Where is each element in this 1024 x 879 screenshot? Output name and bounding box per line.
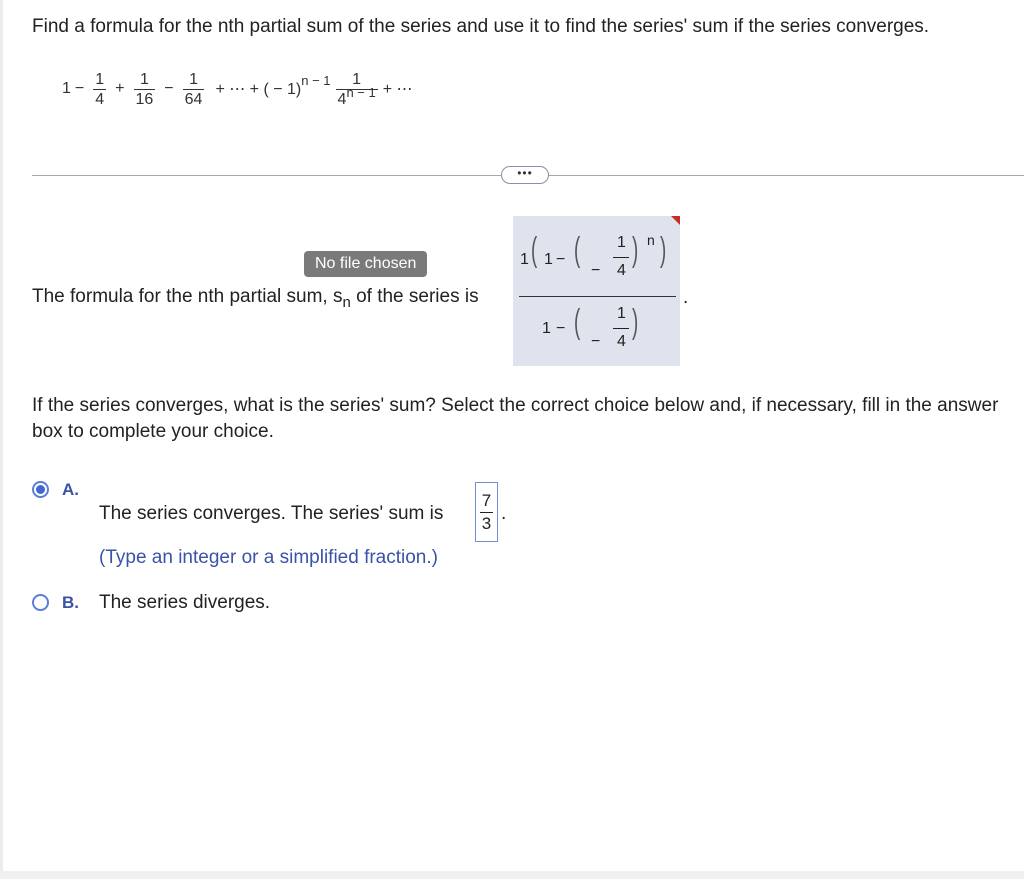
partial-sum-label-post: of the series is (350, 286, 479, 307)
den-inner-minus: − (591, 333, 601, 350)
series-term-3 (183, 70, 205, 109)
bottom-strip (0, 871, 1024, 879)
den-one: 1 (542, 320, 551, 337)
partial-sum-label-pre: The formula for the nth partial sum, s (32, 286, 343, 307)
num-minus: − (556, 251, 566, 268)
series-general-term (336, 70, 378, 109)
general-term-exponent: n − 1 (346, 84, 376, 100)
paren-close-icon: ) (660, 231, 667, 269)
series-term-2 (134, 70, 156, 109)
partial-sum-subscript: n (342, 294, 351, 311)
den-frac-bar (613, 328, 629, 329)
more-options-button[interactable]: ••• (501, 166, 549, 184)
series-op: − (164, 80, 174, 97)
num-frac-num: 1 (617, 234, 626, 251)
num-frac-den: 4 (617, 262, 626, 279)
paren-open-icon: ( (531, 231, 538, 269)
choice-a-text: The series converges. The series' sum is (99, 503, 444, 524)
num-coefficient: 1 (520, 251, 529, 268)
num-inner-minus: − (591, 262, 601, 279)
series-term-1 (93, 70, 106, 109)
problem-prompt: Find a formula for the nth partial sum of the series and use it to find the series' sum if the series converges. (32, 16, 930, 37)
left-border (0, 0, 3, 879)
den-minus: − (556, 320, 566, 337)
question-text: If the series converges, what is the series' sum? Select the correct choice below and, if necessary, fill in the answer box to complete your choice. (32, 395, 999, 442)
answer-hint: (Type an integer or a simplified fraction.) (99, 547, 438, 568)
incorrect-flag-icon (671, 216, 680, 225)
partial-sum-label (32, 286, 479, 311)
general-term-base: 4 (337, 90, 347, 108)
file-tooltip: No file chosen (304, 251, 427, 277)
paren-close-icon: ) (632, 231, 639, 269)
term-2-num: 1 (139, 70, 149, 88)
choice-b-radio[interactable] (32, 594, 49, 611)
term-2-den: 16 (135, 90, 154, 108)
num-frac-bar (613, 257, 629, 258)
term-3-den: 64 (184, 90, 203, 108)
choice-a-radio[interactable] (32, 481, 49, 498)
term-1-num: 1 (95, 70, 105, 88)
series-mid-exponent: n − 1 (301, 73, 331, 88)
general-term-num: 1 (352, 70, 362, 88)
series-expression (62, 64, 413, 114)
num-exponent: n (647, 232, 655, 248)
paren-open-icon: ( (574, 303, 581, 341)
choice-b-text: The series diverges. (99, 592, 271, 613)
paren-open-icon: ( (574, 231, 581, 269)
sum-answer-input[interactable] (475, 482, 498, 542)
formula-period: . (683, 287, 689, 308)
den-frac-den: 4 (617, 333, 626, 350)
sum-answer-numerator: 7 (481, 490, 492, 510)
num-one: 1 (544, 251, 553, 268)
series-op: + (115, 80, 125, 97)
den-frac-num: 1 (617, 305, 626, 322)
choice-a-letter[interactable]: A. (62, 480, 79, 499)
general-term-den (336, 84, 378, 109)
series-op: − (74, 80, 85, 97)
choice-b-letter[interactable]: B. (62, 593, 79, 612)
choice-a-period: . (501, 503, 507, 524)
term-3-num: 1 (189, 70, 198, 88)
formula-fraction-bar (519, 296, 676, 297)
series-lead: 1 (62, 80, 71, 97)
series-tail: + ⋯ (382, 81, 413, 98)
series-mid: + ⋯ + ( − 1) (215, 81, 302, 98)
paren-close-icon: ) (632, 303, 639, 341)
series-general-sign (215, 73, 331, 99)
term-1-den: 4 (95, 90, 105, 108)
sum-answer-denominator: 3 (481, 513, 492, 533)
